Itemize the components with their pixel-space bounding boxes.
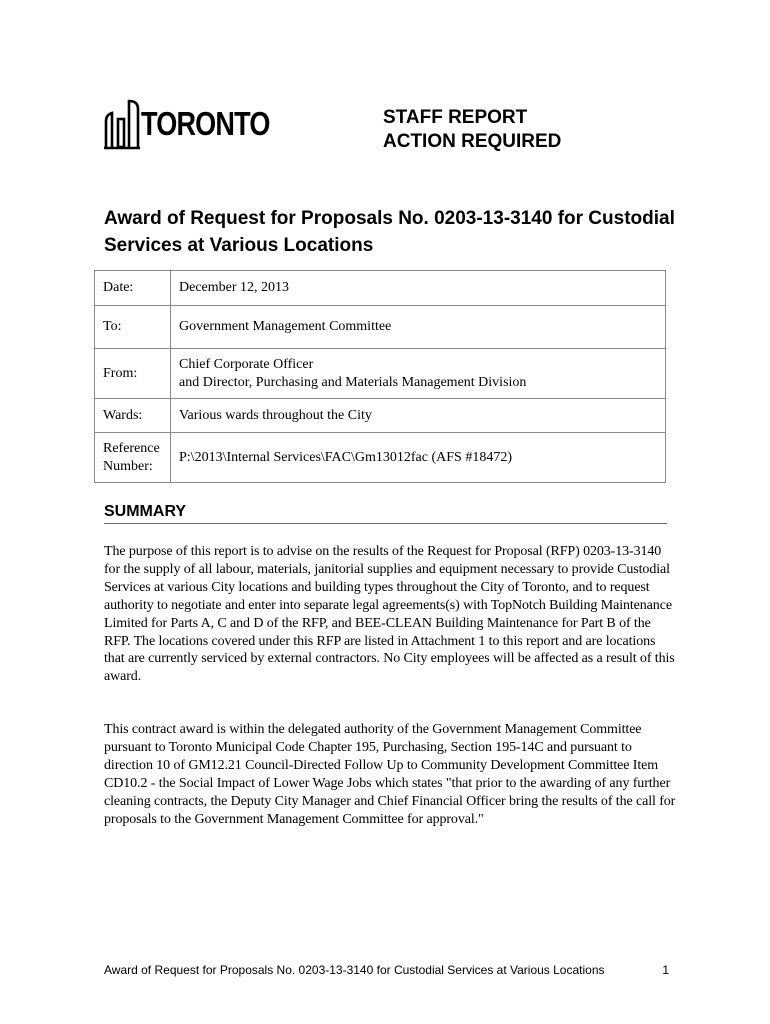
report-title: Award of Request for Proposals No. 0203-13-3140 for Custodial Services at Various Locations bbox=[104, 208, 675, 256]
wards-label: Wards: bbox=[95, 399, 171, 433]
summary-heading: SUMMARY bbox=[104, 502, 667, 524]
wards-value: Various wards throughout the City bbox=[171, 399, 666, 433]
info-row-to bbox=[95, 306, 666, 349]
info-row-wards bbox=[95, 399, 666, 433]
report-info-table bbox=[94, 270, 666, 483]
logo-wordmark: TORONTO bbox=[141, 105, 270, 142]
report-type-line2: ACTION REQUIRED bbox=[383, 131, 562, 152]
from-value bbox=[171, 349, 666, 399]
reference-label-line2: Number: bbox=[103, 458, 153, 474]
from-label: From: bbox=[95, 349, 171, 399]
summary-paragraph-1: The purpose of this report is to advise on the results of the Request for Proposal (RFP) 0203-13-3140 for the supply of all labour, materials, janitorial supplies and equipment necessary to provide Custodial Services at various City locations and building types throughout the City of Toronto, and to request authority to negotiate and enter into separate legal agreements(s) with TopNotch Building Maintenance Limited for Parts A, C and D of the RFP, and BEE-CLEAN Building Maintenance for Part B of the RFP. The locations covered under this RFP are listed in Attachment 1 to this report and are locations that are currently serviced by external contractors. No City employees will be affected as a result of this award. bbox=[104, 544, 675, 685]
info-row-from bbox=[95, 349, 666, 399]
reference-label-line1: Reference bbox=[103, 440, 160, 456]
reference-value: P:\2013\Internal Services\FAC\Gm13012fac (AFS #18472) bbox=[171, 433, 666, 483]
footer-text: Award of Request for Proposals No. 0203-13-3140 for Custodial Services at Various Locations bbox=[104, 963, 605, 977]
info-row-reference bbox=[95, 433, 666, 483]
from-value-line1: Chief Corporate Officer bbox=[179, 356, 314, 372]
page-footer bbox=[104, 962, 669, 978]
date-label: Date: bbox=[95, 271, 171, 306]
page-number: 1 bbox=[662, 963, 669, 977]
report-type bbox=[383, 106, 561, 154]
from-value-line2: and Director, Purchasing and Materials Management Division bbox=[179, 374, 527, 390]
date-value: December 12, 2013 bbox=[171, 271, 666, 306]
report-type-line1: STAFF REPORT bbox=[383, 107, 528, 128]
summary-paragraph-2: This contract award is within the delegated authority of the Government Management Committee pursuant to Toronto Municipal Code Chapter 195, Purchasing, Section 195-14C and pursuant to direction 10 of GM12.21 Council-Directed Follow Up to Community Development Committee Item CD10.2 - the Social Impact of Lower Wage Jobs which states "that prior to the awarding of any further cleaning contracts, the Deputy City Manager and Chief Financial Officer bring the results of the call for proposals to the Government Management Committee for approval." bbox=[104, 722, 676, 827]
info-row-date bbox=[95, 271, 666, 306]
reference-label bbox=[95, 433, 171, 483]
city-of-toronto-logo bbox=[103, 99, 270, 155]
to-label: To: bbox=[95, 306, 171, 349]
to-value: Government Management Committee bbox=[171, 306, 666, 349]
city-hall-icon bbox=[103, 99, 141, 151]
